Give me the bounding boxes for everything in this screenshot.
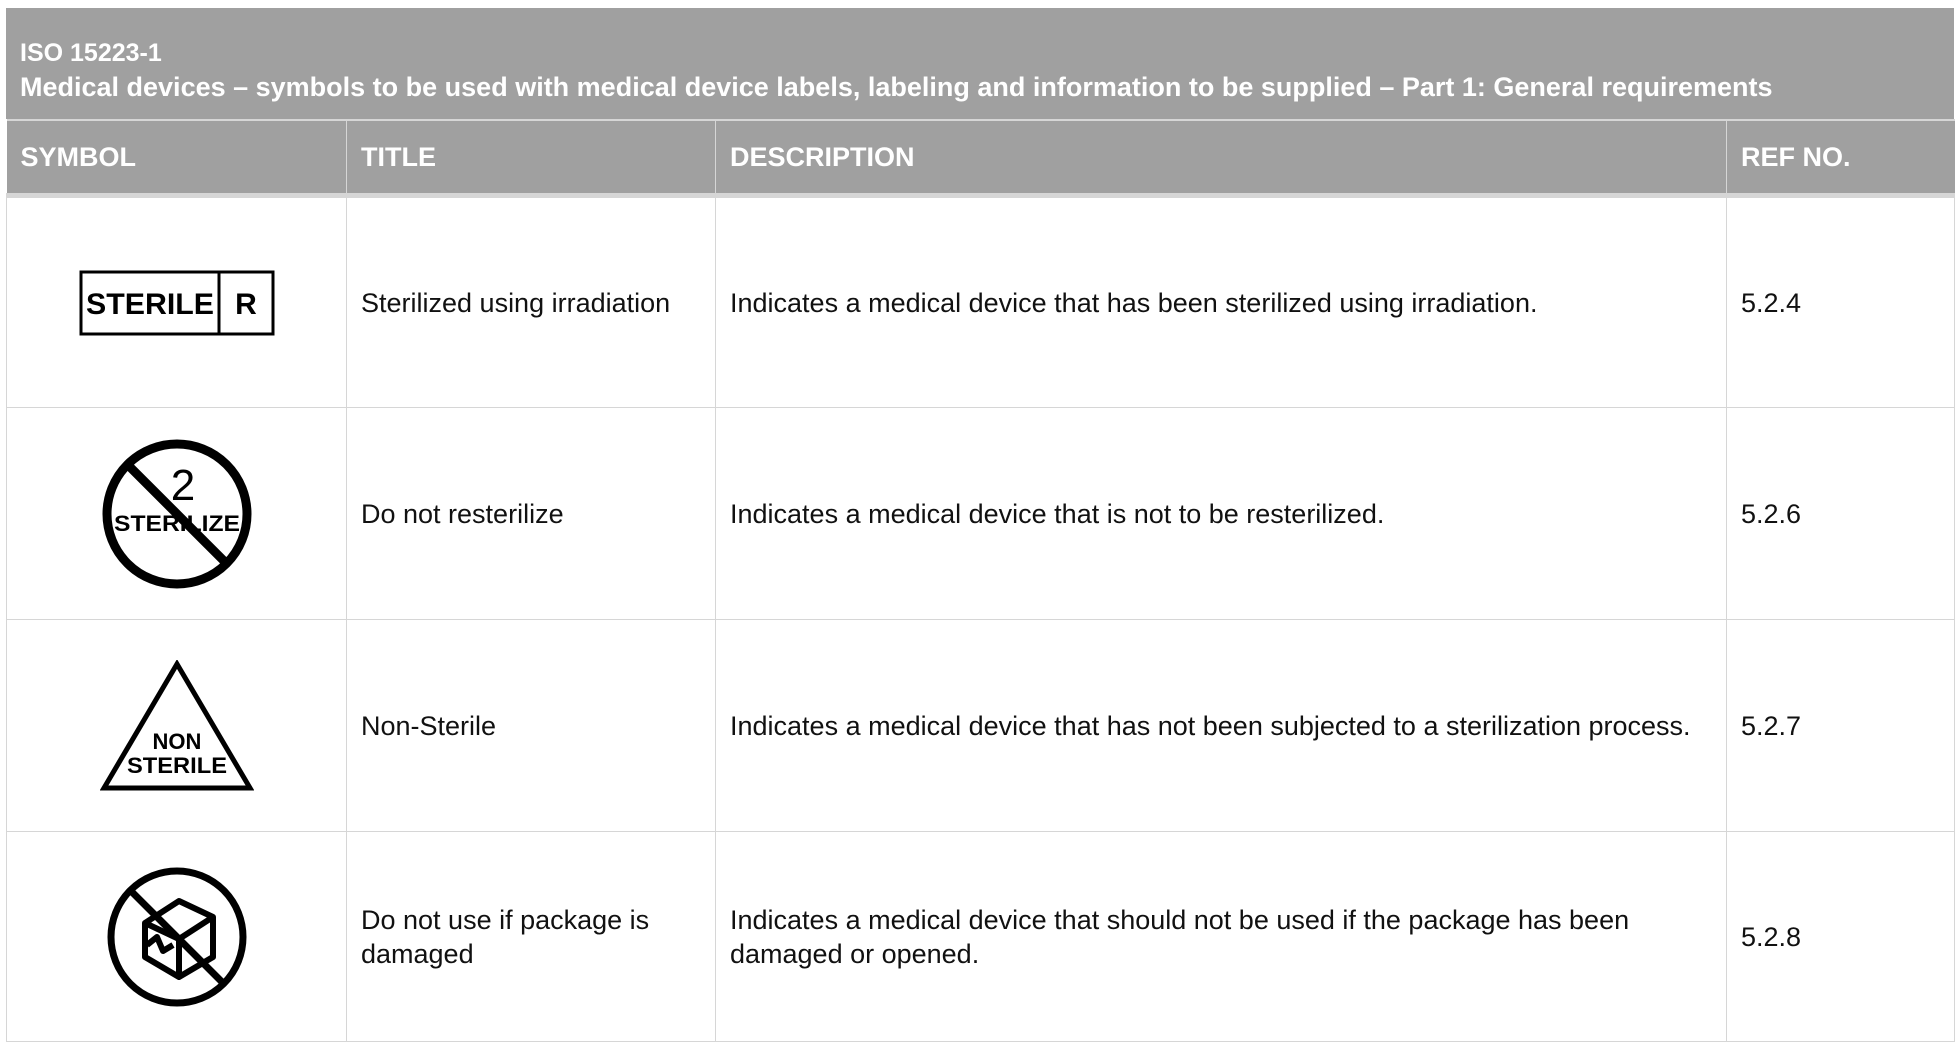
description-cell: Indicates a medical device that has been sterilized using irradiation.	[716, 196, 1727, 408]
non-sterile-icon	[100, 660, 254, 792]
table-banner	[6, 8, 1954, 119]
svg-text:NON: NON	[152, 728, 201, 754]
do-not-resterilize-icon	[101, 438, 253, 590]
table-header-row	[7, 120, 1955, 196]
ref-cell: 5.2.4	[1727, 196, 1955, 408]
title-cell: Non-Sterile	[347, 620, 716, 832]
column-header-ref: REF NO.	[1727, 120, 1955, 196]
svg-text:STERILE: STERILE	[126, 752, 227, 778]
table-row	[7, 408, 1955, 620]
damaged-package-icon	[105, 865, 249, 1009]
title-cell: Sterilized using irradiation	[347, 196, 716, 408]
standard-title: Medical devices – symbols to be used with medical device labels, labeling and information to be supplied – Part 1: General requirements	[20, 72, 1773, 102]
symbols-table	[6, 119, 1955, 1042]
column-header-symbol: SYMBOL	[7, 120, 347, 196]
sterile-r-icon	[79, 270, 275, 336]
table-row	[7, 196, 1955, 408]
column-header-title: TITLE	[347, 120, 716, 196]
symbol-cell	[7, 832, 347, 1042]
svg-text:R: R	[234, 287, 257, 321]
description-cell: Indicates a medical device that has not been subjected to a sterilization process.	[716, 620, 1727, 832]
table-row	[7, 620, 1955, 832]
svg-text:STERILE: STERILE	[85, 287, 214, 321]
symbol-cell	[7, 620, 347, 832]
svg-text:2: 2	[170, 460, 195, 510]
table-row	[7, 832, 1955, 1042]
description-cell: Indicates a medical device that is not to be resterilized.	[716, 408, 1727, 620]
symbol-cell	[7, 408, 347, 620]
ref-cell: 5.2.7	[1727, 620, 1955, 832]
title-cell: Do not use if package is damaged	[347, 832, 716, 1042]
description-cell: Indicates a medical device that should not be used if the package has been damaged or opened.	[716, 832, 1727, 1042]
title-cell: Do not resterilize	[347, 408, 716, 620]
ref-cell: 5.2.8	[1727, 832, 1955, 1042]
svg-text:STERILIZE: STERILIZE	[113, 510, 240, 536]
symbols-table-container	[6, 8, 1954, 1042]
ref-cell: 5.2.6	[1727, 408, 1955, 620]
standard-number: ISO 15223-1	[20, 39, 162, 67]
column-header-description: DESCRIPTION	[716, 120, 1727, 196]
symbol-cell	[7, 196, 347, 408]
